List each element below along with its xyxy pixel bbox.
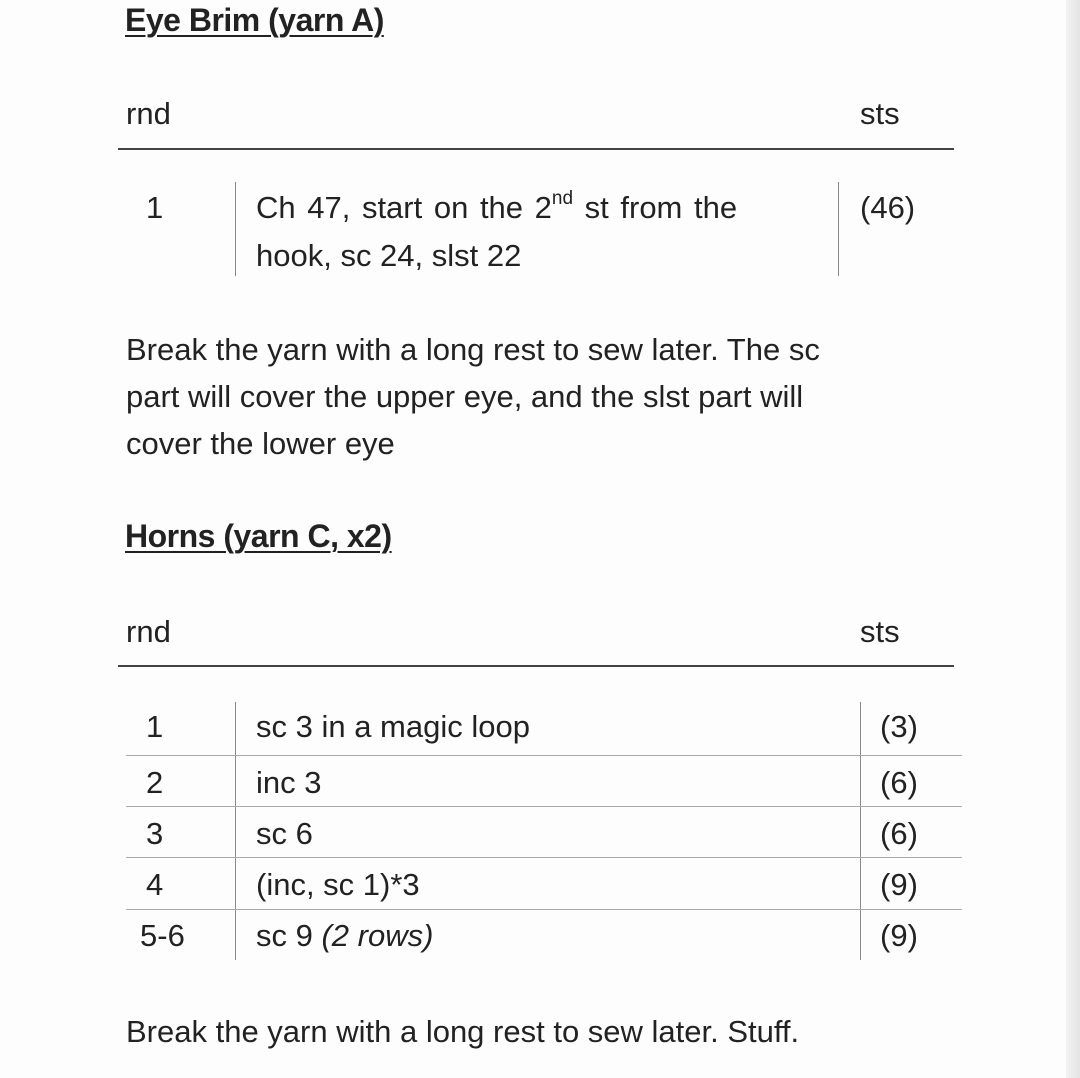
horns-instruction-cell: sc 6 (256, 816, 313, 851)
horns-sts-cell: (6) (880, 765, 918, 800)
horns-title: Horns (yarn C, x2) (125, 518, 392, 554)
eye-brim-header-rnd: rnd (126, 96, 171, 131)
horns-header-rnd: rnd (126, 614, 171, 649)
instruction-text: sc 9 (256, 918, 322, 953)
eye-brim-rnd-cell: 1 (146, 190, 164, 225)
instruction-text: Ch 47, start on the 2 (256, 190, 552, 225)
horns-instruction-cell (256, 913, 433, 959)
horns-col-divider-left (235, 702, 236, 960)
horns-sts-cell: (9) (880, 918, 918, 953)
eye-brim-note-line: part will cover the upper eye, and the slst part will (126, 379, 804, 414)
eye-brim-header-rule (118, 148, 954, 150)
eye-brim-col-divider-left (235, 182, 236, 276)
horns-note: Break the yarn with a long rest to sew later. Stuff. (126, 1014, 800, 1049)
eye-brim-title: Eye Brim (yarn A) (125, 2, 384, 38)
instruction-text: st from the (573, 190, 738, 225)
horns-instruction-cell: sc 3 in a magic loop (256, 709, 530, 744)
horns-rnd-cell: 2 (146, 765, 164, 800)
horns-row-divider (126, 806, 962, 807)
horns-rnd-cell: 4 (146, 867, 164, 902)
horns-header-rule (118, 665, 954, 667)
horns-row-divider (126, 909, 962, 910)
horns-rnd-cell: 5-6 (140, 918, 185, 953)
horns-rnd-cell: 1 (146, 709, 164, 744)
eye-brim-instruction-line1 (256, 185, 737, 231)
horns-rnd-cell: 3 (146, 816, 164, 851)
eye-brim-note-line: cover the lower eye (126, 426, 395, 461)
eye-brim-sts-cell: (46) (860, 190, 916, 225)
horns-row-divider (126, 857, 962, 858)
horns-header-sts: sts (860, 614, 900, 649)
horns-instruction-cell: (inc, sc 1)*3 (256, 867, 420, 902)
instruction-italic-text: (2 rows) (321, 918, 434, 953)
horns-row-divider (126, 755, 962, 756)
page-edge (1066, 0, 1080, 1078)
horns-instruction-cell: inc 3 (256, 765, 322, 800)
eye-brim-col-divider-right (838, 182, 839, 276)
eye-brim-note-line: Break the yarn with a long rest to sew later. The sc (126, 332, 820, 367)
horns-sts-cell: (6) (880, 816, 918, 851)
eye-brim-instruction-line2: hook, sc 24, slst 22 (256, 238, 522, 273)
ordinal-suffix: nd (551, 188, 574, 209)
horns-col-divider-right (860, 702, 861, 960)
horns-sts-cell: (3) (880, 709, 918, 744)
horns-sts-cell: (9) (880, 867, 918, 902)
eye-brim-header-sts: sts (860, 96, 900, 131)
